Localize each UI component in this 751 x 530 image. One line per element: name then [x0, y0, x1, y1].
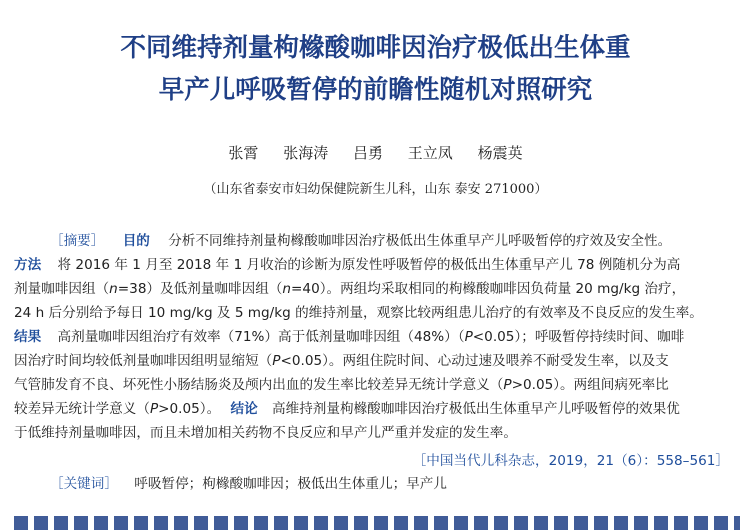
p-symbol: P	[149, 401, 159, 417]
abstract-line	[14, 349, 740, 373]
n-symbol: n	[109, 281, 118, 297]
results-text: <0.05）；呼吸暂停持续时间、咖啡	[472, 329, 685, 345]
cropped-next-line	[14, 516, 740, 530]
results-text: <0.05）。两组住院时间、心动过速及喂养不耐受发生率，以及支	[280, 353, 669, 369]
author-name: 张海涛	[283, 144, 329, 162]
methods-text: 24 h 后分别给予每日 10 mg/kg 及 5 mg/kg 的维持剂量，观察比较两组患儿治疗的有效率及不良反应的发生率。	[14, 305, 703, 321]
results-text: 气管肺发育不良、坏死性小肠结肠炎及颅内出血的发生率比较差异无统计学意义（	[14, 377, 504, 393]
abstract-line	[14, 421, 740, 445]
keywords-label: ［关键词］	[50, 476, 118, 492]
results-text: 因治疗时间均较低剂量咖啡因组明显缩短（	[14, 353, 273, 369]
methods-text: 将 2016 年 1 月至 2018 年 1 月收治的诊断为原发性呼吸暂停的极低出生体重早产儿 78 例随机分为高	[57, 257, 681, 273]
p-symbol: P	[503, 377, 512, 393]
methods-text: 剂量咖啡因组（	[14, 281, 110, 297]
abstract-line	[14, 253, 740, 277]
affiliation: （山东省泰安市妇幼保健院新生儿科，山东 泰安 271000）	[203, 182, 548, 197]
abstract-line	[14, 277, 740, 301]
results-text: >0.05）。两组间病死率比	[511, 377, 669, 393]
results-text: >0.05）。	[158, 401, 221, 417]
abstract-line	[14, 229, 740, 253]
paper-title-line-2: 早产儿呼吸暂停的前瞻性随机对照研究	[158, 75, 593, 105]
paper-title-line-1: 不同维持剂量枸橼酸咖啡因治疗极低出生体重	[120, 33, 631, 63]
conclusion-text: 高维持剂量枸橼酸咖啡因治疗极低出生体重早产儿呼吸暂停的效果优	[272, 401, 680, 417]
objective-label: 目的	[122, 233, 150, 249]
conclusion-text: 于低维持剂量咖啡因，而且未增加相关药物不良反应和早产儿严重并发症的发生率。	[14, 425, 517, 441]
abstract-label: ［摘要］	[50, 233, 105, 249]
author-name: 杨震英	[477, 144, 523, 162]
author-name: 张霄	[228, 144, 259, 162]
methods-text: =40）。两组均采取相同的枸橼酸咖啡因负荷量 20 mg/kg 治疗，	[291, 281, 686, 297]
abstract-line	[14, 397, 740, 421]
results-label: 结果	[14, 329, 42, 345]
methods-label: 方法	[14, 257, 42, 273]
keywords	[50, 472, 447, 492]
p-symbol: P	[272, 353, 281, 369]
citation: ［中国当代儿科杂志，2019，21（6）：558–561］	[412, 453, 729, 469]
abstract-line	[14, 373, 740, 397]
author-name: 吕勇	[352, 144, 383, 162]
objective-text: 分析不同维持剂量枸橼酸咖啡因治疗极低出生体重早产儿呼吸暂停的疗效及安全性。	[168, 233, 672, 249]
author-name: 王立凤	[407, 144, 453, 162]
abstract-line	[14, 325, 740, 349]
results-text: 较差异无统计学意义（	[14, 401, 150, 417]
methods-text: =38）及低剂量咖啡因组（	[117, 281, 283, 297]
keywords-text: 呼吸暂停；枸橼酸咖啡因；极低出生体重儿；早产儿	[134, 476, 447, 492]
conclusion-label: 结论	[230, 401, 258, 417]
author-list	[0, 142, 751, 163]
n-symbol: n	[282, 281, 292, 297]
abstract-line	[14, 301, 740, 325]
p-symbol: P	[464, 329, 473, 345]
results-text: 高剂量咖啡因组治疗有效率（71%）高于低剂量咖啡因组（48%）（	[57, 329, 465, 345]
